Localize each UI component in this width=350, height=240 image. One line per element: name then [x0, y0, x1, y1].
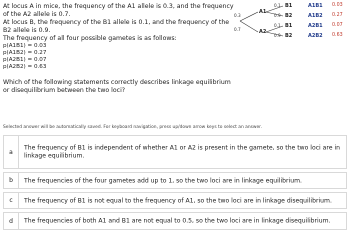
b2-given-a2-frequency: 0.9 — [274, 33, 281, 38]
haplotype-a1b2: A1B2 — [308, 13, 323, 19]
option-letter-d: d — [4, 213, 19, 229]
answer-option-c[interactable] — [3, 192, 347, 209]
option-text-d: The frequencies of both A1 and B1 are not equal to 0.5, so the two loci are in linkage disequilibrium. — [24, 217, 331, 225]
branch-a1 — [240, 12, 258, 21]
product-a1b1: 0.03 — [332, 3, 343, 8]
question-paragraph-3: The frequency of all four possible gametes is as follows: — [3, 35, 177, 42]
option-letter-c: c — [4, 193, 19, 208]
option-letter-a: a — [4, 136, 19, 168]
question-paragraph-2: At locus B, the frequency of the B1 allele is 0.1, and the frequency of the B2 allele is 0.9. — [3, 19, 230, 34]
a2-frequency-label: 0.7 — [234, 27, 241, 32]
probability-tree-diagram — [228, 3, 348, 41]
product-a1b2: 0.27 — [332, 13, 343, 18]
gamete-frequency-4: p(A2B2) = 0.63 — [3, 64, 47, 70]
question-text — [3, 3, 235, 95]
b1-given-a1-frequency: 0.1 — [274, 3, 281, 8]
haplotype-a2b1: A2B1 — [308, 23, 323, 29]
option-text-a: The frequency of B1 is independent of whether A1 or A2 is present in the gamete, so the two loci are in linkage equilibrium. — [24, 144, 341, 159]
b1-node-label-2: B1 — [285, 23, 293, 29]
option-letter-b: b — [4, 173, 19, 188]
answer-option-d[interactable] — [3, 212, 347, 230]
b2-node-label: B2 — [285, 13, 293, 19]
b2-given-a1-frequency: 0.9 — [274, 13, 281, 18]
branch-a2 — [240, 21, 258, 32]
gamete-frequency-3: p(A2B1) = 0.07 — [3, 57, 47, 63]
b1-node-label: B1 — [285, 3, 293, 9]
a1-frequency-label: 0.3 — [234, 13, 241, 18]
b1-given-a2-frequency: 0.1 — [274, 23, 281, 28]
gamete-frequency-1: p(A1B1) = 0.03 — [3, 43, 47, 49]
product-a2b2: 0.63 — [332, 33, 343, 38]
answer-option-a[interactable] — [3, 135, 347, 169]
answer-option-b[interactable] — [3, 172, 347, 189]
option-text-b: The frequencies of the four gametes add up to 1, so the two loci are in linkage equilibrium. — [24, 176, 302, 184]
option-text-c: The frequency of B1 is not equal to the frequency of A1, so the two loci are in linkage disequilibrium. — [24, 196, 332, 204]
haplotype-a2b2: A2B2 — [308, 33, 323, 39]
a2-node-label: A2 — [259, 29, 267, 35]
b2-node-label-2: B2 — [285, 33, 293, 39]
haplotype-a1b1: A1B1 — [308, 3, 323, 9]
question-paragraph-1: At locus A in mice, the frequency of the A1 allele is 0.3, and the frequency of the A2 allele is 0.7. — [3, 3, 234, 18]
a1-node-label: A1 — [259, 9, 267, 15]
gamete-frequency-2: p(A1B2) = 0.27 — [3, 50, 47, 56]
answer-instructions: Selected answer will be automatically saved. For keyboard navigation, press up/down arrow keys to select an answer. — [3, 125, 262, 130]
question-prompt: Which of the following statements correctly describes linkage equilibrium or disequilibrium between the two loci? — [3, 79, 231, 94]
product-a2b1: 0.07 — [332, 23, 343, 28]
